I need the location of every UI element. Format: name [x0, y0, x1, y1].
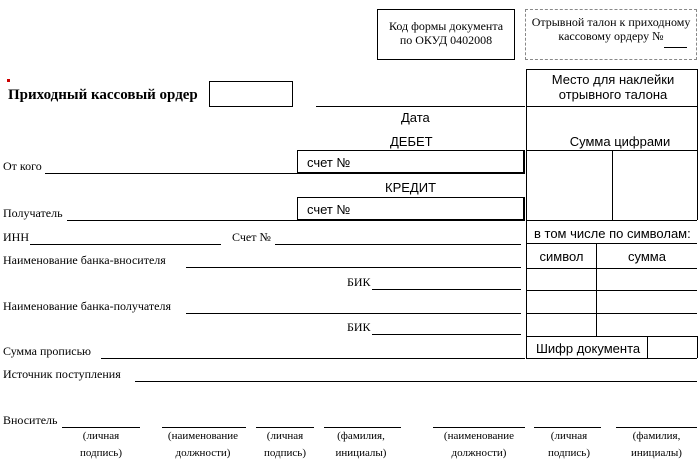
doc-title: Приходный кассовый ордер [8, 87, 198, 103]
doc-cipher-divider [647, 336, 648, 358]
order-number-field[interactable] [209, 81, 293, 107]
inn-line[interactable] [30, 244, 221, 245]
sum-digits-divider [612, 150, 613, 220]
debit-account-box[interactable] [297, 150, 525, 174]
sig-caption-7: (фамилия, инициалы) [631, 430, 682, 459]
including-symbols-label: в том числе по символам: [534, 226, 691, 241]
payer-bank-line[interactable] [186, 267, 521, 268]
date-line[interactable] [316, 106, 525, 107]
acct-label: Счет № [232, 230, 271, 244]
corner-mark [7, 79, 10, 82]
amount-words-line[interactable] [101, 358, 525, 359]
sig-caption-2: (наименование должности) [167, 430, 239, 459]
side-sep-9 [526, 358, 697, 359]
sig-caption-6: (личная подпись) [547, 430, 590, 459]
debit-label: ДЕБЕТ [390, 134, 433, 149]
recipient-bank-label: Наименование банка-получателя [3, 299, 171, 313]
stub-number-line [664, 47, 687, 48]
amount-words-label: Сумма прописью [3, 344, 92, 358]
side-sep-3 [526, 220, 697, 221]
doc-cipher-label: Шифр документа [536, 341, 641, 356]
side-sep-6 [526, 290, 697, 291]
debit-account-label: счет № [307, 155, 351, 170]
depositor-label: Вноситель [3, 413, 58, 427]
payer-bik-label: БИК [347, 275, 371, 289]
sig-caption-1: (личная подпись) [79, 430, 122, 459]
form-code-box [377, 9, 515, 60]
side-sep-1 [526, 106, 697, 107]
stub-title-text: Отрывной талон к приходному кассовому ордеру № [531, 15, 691, 43]
credit-account-box[interactable] [297, 197, 525, 221]
sticker-place-text: Место для наклейки отрывного талона [551, 72, 675, 102]
sum-col-header: сумма [628, 249, 666, 264]
date-label: Дата [401, 110, 430, 125]
credit-label: КРЕДИТ [385, 180, 437, 195]
from-line[interactable] [45, 173, 297, 174]
recipient-bik-label: БИК [347, 320, 371, 334]
stub-title-box [525, 9, 697, 60]
side-sep-8 [526, 336, 697, 337]
recipient-label: Получатель [3, 206, 63, 220]
inn-label: ИНН [3, 230, 29, 244]
side-sep-5 [526, 268, 697, 269]
source-line[interactable] [135, 381, 697, 382]
payer-bank-label: Наименование банка-вносителя [3, 253, 166, 267]
sum-digits-label: Сумма цифрами [569, 134, 671, 149]
sig-caption-5: (наименование должности) [443, 430, 515, 459]
credit-account-label: счет № [307, 202, 351, 217]
sig-caption-4: (фамилия, инициалы) [335, 430, 387, 459]
side-sep-4 [526, 243, 697, 244]
sig-caption-3: (личная подпись) [263, 430, 306, 459]
symbol-col-header: символ [539, 249, 584, 264]
recipient-line[interactable] [67, 220, 297, 221]
doc-cipher-right-border [697, 336, 698, 358]
side-sep-7 [526, 313, 697, 314]
from-label: От кого [3, 159, 42, 173]
side-panel-right-border [697, 69, 698, 220]
acct-line[interactable] [275, 244, 521, 245]
form-code-text: Код формы документа по ОКУД 0402008 [388, 19, 504, 47]
source-label: Источник поступления [3, 367, 121, 381]
recipient-bank-line[interactable] [186, 313, 521, 314]
payer-bik-line[interactable] [372, 289, 521, 290]
recipient-bik-line[interactable] [372, 334, 521, 335]
